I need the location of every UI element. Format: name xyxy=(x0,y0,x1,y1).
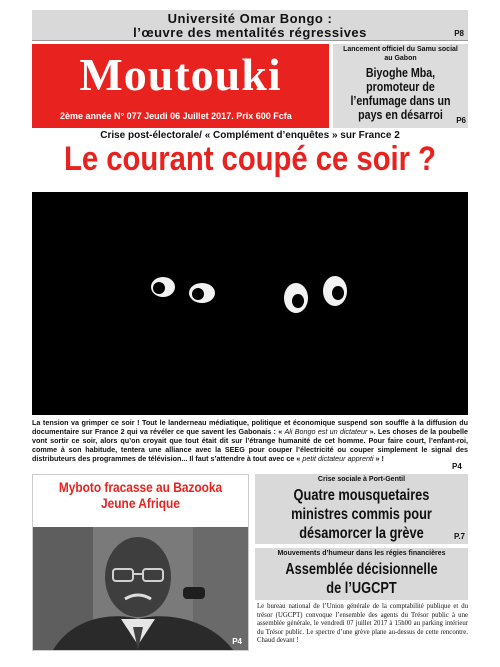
eye-right-2 xyxy=(323,276,347,306)
lead-text-2: ». Les choses de la poubelle vont sortir ce soir, alors qu’on croyait que tout était dit sur l’étrange humanité de cet homme. Pour faire court, l’enfant-roi, comme à son habitude, tentera une alliance avec la SEEG pour couper l’électricité ou couper simplement le signal des distributeurs des programmes de télévision... Il faut s’attendre à tout avec ce « xyxy=(32,427,468,463)
eye-right-1 xyxy=(189,283,215,303)
feature-title xyxy=(49,479,232,511)
right-mid-headline-line1: Assemblée décisionnelle xyxy=(285,561,438,578)
right-top-article xyxy=(255,474,468,544)
right-mid-kicker: Mouvements d’humeur dans les régies financières xyxy=(277,550,446,557)
lead-page: P4 xyxy=(452,462,462,471)
top-banner xyxy=(32,10,468,41)
main-kicker: Crise post-électorale/ « Complément d’enquêtes » sur France 2 xyxy=(100,130,400,141)
lead-text-3: » ! xyxy=(373,454,384,463)
feature-page: P4 xyxy=(232,637,242,646)
right-top-headline: Quatre mousquetaires ministres commis pour désamorcer la grève xyxy=(291,487,432,542)
lead-text-1: La tension va grimper ce soir ! Tout le landerneau médiatique, politique et économique suspend son souffle à la diffusion du documentaire sur France 2 qui va révéler ce que savent les Gabonais : « xyxy=(32,418,468,436)
right-mid-article xyxy=(255,548,468,600)
main-headline: Le courant coupé ce soir ? xyxy=(63,140,437,178)
main-photo xyxy=(32,192,468,415)
lead-quote: Ali Bongo est un dictateur xyxy=(284,427,368,436)
masthead xyxy=(32,44,329,128)
issue-info: 2ème année N° 077 Jeudi 06 Juillet 2017. Prix 600 Fcfa xyxy=(60,111,292,121)
right-body-text: Le bureau national de l’Union générale de la comptabilité publique et du trésor (UGCPT) convoque l’ensemble des agents du Trésor public à une assemblée générale, le vendredi 07 juillet 2017 à 15h00 au parking intérieur du Trésor public. Le spectre d’une grève plane au-dessus de cette rencontre. Chaud devant ! xyxy=(257,603,468,645)
right-top-page: P.7 xyxy=(454,532,465,541)
side-teaser-headline: Biyoghe Mba, promoteur de l’enfumage dans un pays en désarroi xyxy=(350,65,451,122)
side-teaser-kicker: Lancement officiel du Samu social xyxy=(343,46,458,53)
feature-title-line2: Jeune Afrique xyxy=(101,495,180,511)
top-banner-page: P8 xyxy=(454,29,464,38)
side-teaser xyxy=(333,44,468,128)
eye-left-1 xyxy=(151,277,175,297)
right-mid-headline xyxy=(276,560,446,598)
side-teaser-kicker-2: au Gabon xyxy=(384,55,417,62)
feature-title-line1: Myboto fracasse au Bazooka xyxy=(58,479,223,495)
newspaper-name: Moutouki xyxy=(79,49,282,100)
right-top-kicker: Crise sociale à Port-Gentil xyxy=(317,476,406,483)
side-teaser-page: P6 xyxy=(456,116,466,125)
lead-paragraph xyxy=(32,418,468,463)
right-mid-headline-line2: de l’UGCPT xyxy=(326,580,397,597)
portrait-photo xyxy=(33,527,248,650)
top-banner-line1: Université Omar Bongo : xyxy=(167,11,333,26)
top-banner-line2: l’œuvre des mentalités régressives xyxy=(133,25,367,40)
eyes-illustration xyxy=(32,192,468,415)
lead-quote-2: petit dictateur apprenti xyxy=(302,454,374,463)
feature-myboto xyxy=(32,474,249,651)
eye-left-2 xyxy=(284,283,308,313)
